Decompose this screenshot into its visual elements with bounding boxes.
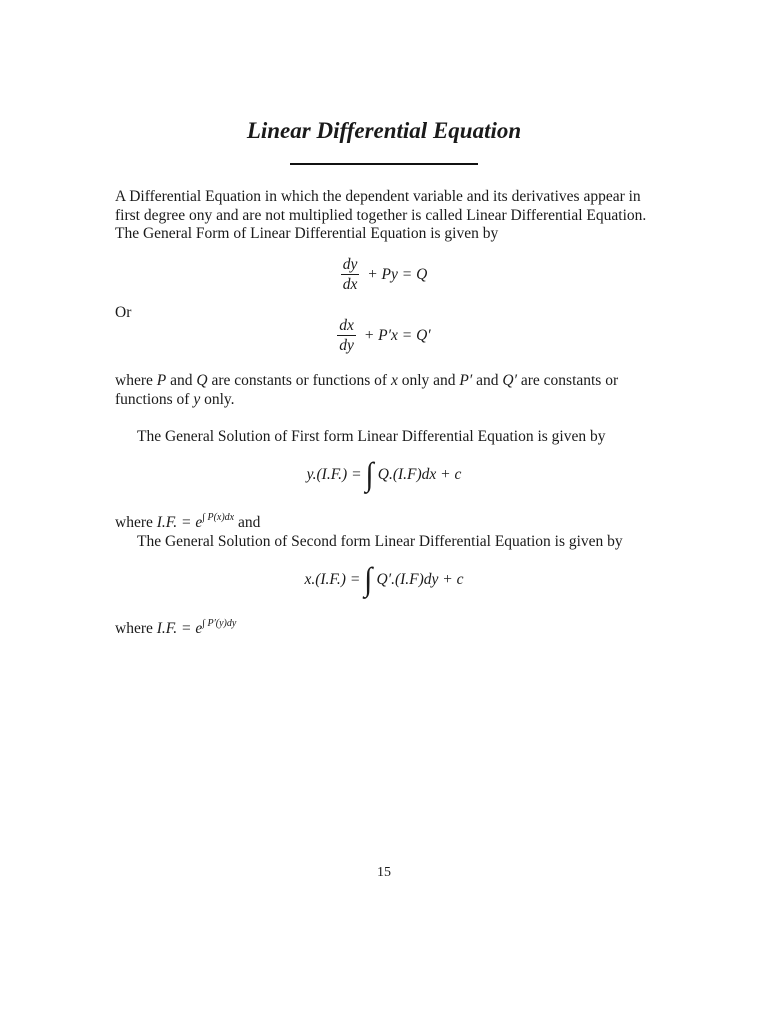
integrating-factor-2: where I.F. = $e^{\int P'(y)dy}$: [115, 618, 237, 637]
integrating-factor-1: where I.F. = $e^{\int P(x)dx}$ and: [115, 512, 261, 531]
fraction-dx-dy: [337, 317, 356, 354]
intro-paragraph: [115, 188, 660, 244]
equation-rhs: + Py = Q: [367, 265, 428, 283]
title-underline: [290, 163, 478, 165]
equation-rhs: + P′x = Q′: [363, 326, 431, 344]
equation-general-form-2: [0, 317, 768, 354]
integral-sign: ∫: [365, 456, 374, 493]
page-number: 15: [377, 865, 391, 880]
fraction-dy-dx: [341, 256, 360, 293]
solution-rhs: Q′.(I.F)dy + c: [376, 571, 464, 588]
if-exponent: ∫ P(x)dx: [202, 512, 235, 523]
solution-1-intro: The General Solution of First form Linear Differential Equation is given by: [137, 428, 606, 445]
equation-solution-1: [0, 456, 768, 493]
intro-line-3: The General Form of Linear Differential Equation is given by: [115, 225, 499, 242]
intro-line-1: A Differential Equation in which the dependent variable and its derivatives appear in: [115, 188, 641, 205]
equation-general-form-1: [0, 256, 768, 293]
solution-rhs: Q.(I.F)dx + c: [377, 466, 462, 483]
equation-solution-2: [0, 561, 768, 598]
solution-lhs: x.(I.F.) =: [304, 571, 361, 588]
fraction-denominator: dy: [339, 337, 354, 354]
if-expression: I.F. = e: [156, 620, 203, 637]
solution-2-intro: The General Solution of Second form Linear Differential Equation is given by: [137, 533, 623, 550]
if-exponent: ∫ P′(y)dy: [202, 618, 237, 629]
where-paragraph: [115, 372, 660, 409]
intro-line-2: first degree ony and are not multiplied together is called Linear Differential Equation.: [115, 206, 647, 224]
fraction-denominator: dx: [342, 276, 358, 293]
fraction-numerator: dy: [342, 256, 358, 273]
solution-lhs: y.(I.F.) =: [306, 466, 362, 483]
page-title: Linear Differential Equation: [246, 118, 522, 143]
if-expression: I.F. = e: [156, 514, 203, 531]
or-label: Or: [115, 304, 132, 321]
where-line-1: where P and Q are constants or functions of x only and P′ and Q′ are constants or: [115, 372, 619, 389]
fraction-numerator: dx: [339, 317, 354, 334]
integral-sign: ∫: [364, 561, 373, 598]
where-line-2: functions of y only.: [115, 390, 235, 408]
